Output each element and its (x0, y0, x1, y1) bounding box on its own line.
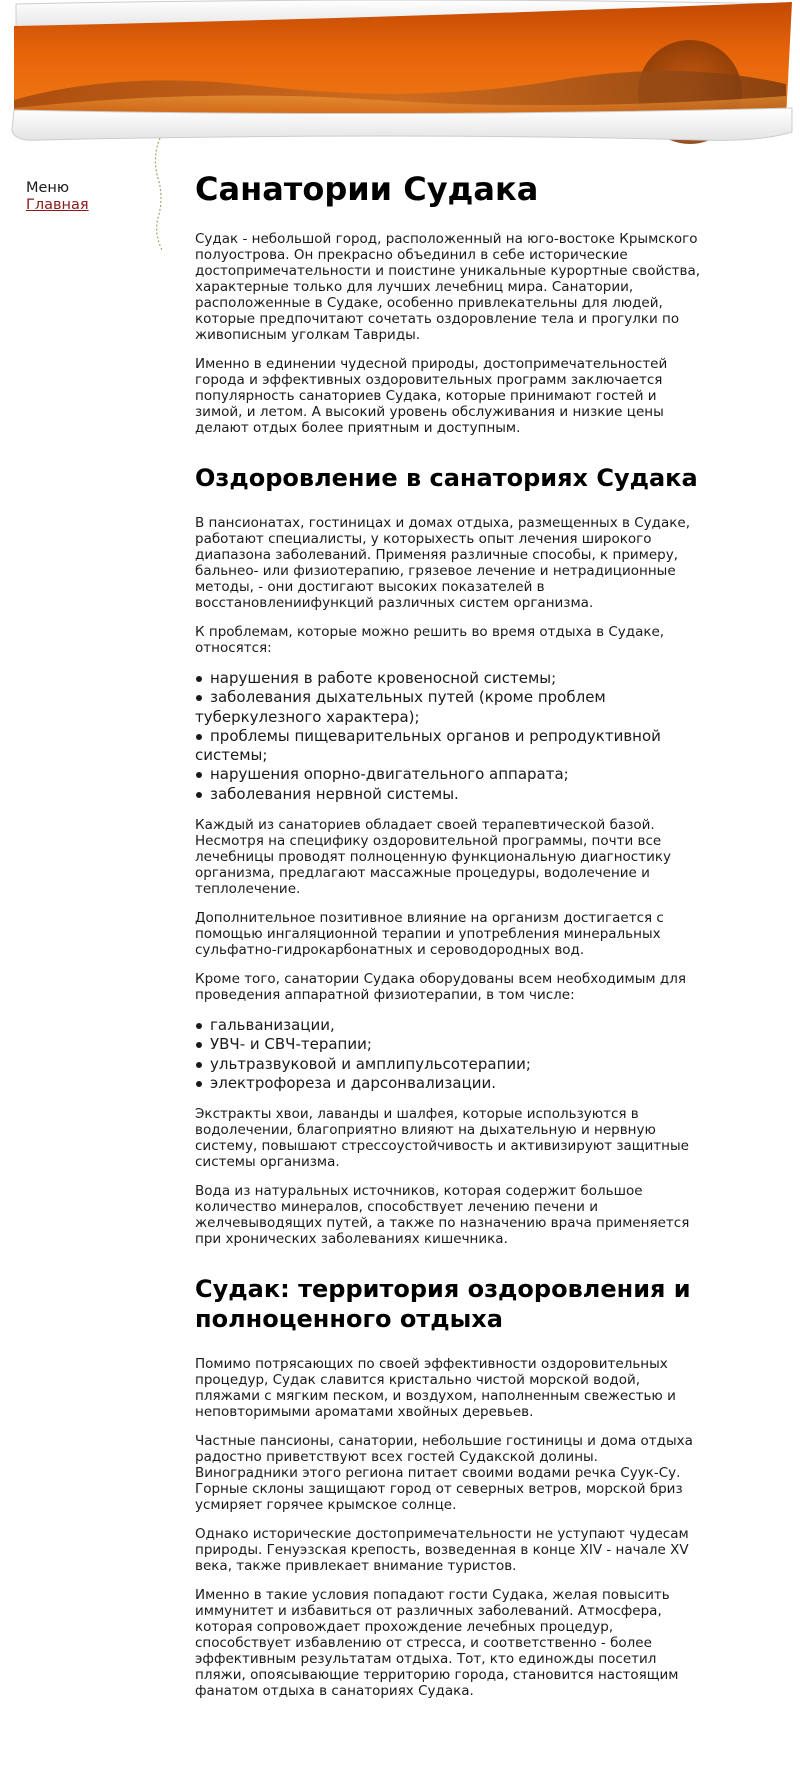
paragraph: Кроме того, санатории Судака оборудованы всем необходимым для проведения аппаратной физиотерапии, в том числе: (195, 971, 686, 1004)
paragraph: Именно в такие условия попадают гости Судака, желая повысить иммунитет и избавиться от различных заболеваний. Атмосфера, которая сопровождает прохождение лечебных процедур, способствует избавлению от стресса, и соответственно - более эффективным результатам отдыха. Тот, кто единожды посетил пляжи, опоясывающие территорию города, становится настоящим фанатом отдыха в санаториях Судака. (195, 1587, 679, 1700)
intro-paragraph-1: Судак - небольшой город, расположенный на юго-востоке Крымского полуострова. Он прекрасно объединил в себе исторические достопримечательности и поистине уникальные курортные свойства, характерные только для лучших лечебниц мира. Санатории, расположенные в Судаке, особенно привлекательны для людей, которые предпочитают сочетать оздоровление тела и прогулки по живописным уголкам Тавриды. (195, 231, 701, 343)
section-heading-territory: Судак: территория оздоровления и полноценного отдыха (195, 1275, 691, 1334)
list-item: нарушения опорно-двигательного аппарата; (195, 765, 705, 784)
list-item: нарушения в работе кровеносной системы; (195, 669, 705, 688)
header-banner (0, 0, 800, 150)
paragraph: Частные пансионы, санатории, небольшие гостиницы и дома отдыха радостно приветствуют всех гостей Судакской долины. Виноградники этого региона питает своими водами речка Суук-Су. Горные склоны защищают город от северных ветров, морской бриз усмиряет горячее крымское солнце. (195, 1433, 693, 1514)
paragraph: Каждый из санаториев обладает своей терапевтической базой. Несмотря на специфику оздоровительной программы, почти все лечебницы проводят полноценную функциональную диагностику организма, предлагают массажные процедуры, водолечение и теплолечение. (195, 817, 672, 898)
list-item: ультразвуковой и амплипульсотерапии; (195, 1055, 705, 1074)
section-heading-healing: Оздоровление в санаториях Судака (195, 464, 698, 492)
menu-title: Меню (26, 180, 70, 196)
list-item: электрофореза и дарсонвализации. (195, 1074, 705, 1093)
paragraph: Экстракты хвои, лаванды и шалфея, которые используются в водолечении, благоприятно влияют на дыхательную и нервную систему, повышают стрессоустойчивость и активизируют защитные системы организма. (195, 1106, 689, 1171)
physiotherapy-list (195, 1016, 705, 1093)
sidebar-menu (26, 180, 156, 214)
paragraph: Вода из натуральных источников, которая содержит большое количество минералов, способствует лечению печени и желчевыводящих путей, а также по назначению врача применяется при хронических заболеваниях кишечника. (195, 1183, 690, 1248)
paragraph: К проблемам, которые можно решить во время отдыха в Судаке, относятся: (195, 624, 665, 656)
list-item: УВЧ- и СВЧ-терапии; (195, 1035, 705, 1054)
conditions-list (195, 669, 705, 804)
intro-paragraph-2: Именно в единении чудесной природы, достопримечательностей города и эффективных оздоровительных программ заключается популярность санаториев Судака, которые принимают гостей и зимой, и летом. А высокий уровень обслуживания и низкие цены делают отдых более приятным и доступным. (195, 356, 668, 436)
paragraph: В пансионатах, гостиницах и домах отдыха, размещенных в Судаке, работают специалисты, у которыхесть опыт лечения широкого диапазона заболеваний. Применяя различные способы, к примеру, бальнео- или физиотерапию, грязевое лечение и нетрадиционные методы, - они достигают высоких показателей в восстановлениифункций различных систем организма. (195, 515, 690, 611)
main-content (195, 158, 705, 1712)
paragraph: Помимо потрясающих по своей эффективности оздоровительных процедур, Судак славится кристально чистой морской водой, пляжами с мягким песком, и воздухом, наполненным свежестью и неповторимыми ароматами хвойных деревьев. (195, 1356, 676, 1421)
paragraph: Однако исторические достопримечательности не уступают чудесам природы. Генуэзская крепость, возведенная в конце XIV - начале XV века, также привлекает внимание туристов. (195, 1526, 689, 1575)
page-title: Санатории Судака (195, 170, 539, 208)
paragraph: Дополнительное позитивное влияние на организм достигается с помощью ингаляционной терапии и употребления минеральных сульфатно-гидрокарбонатных и сероводородных вод. (195, 910, 664, 959)
banner-artwork (0, 0, 800, 150)
sidebar-item-home[interactable]: Главная (26, 197, 89, 213)
list-item: заболевания нервной системы. (195, 785, 705, 804)
list-item: заболевания дыхательных путей (кроме проблем туберкулезного характера); (195, 688, 705, 727)
list-item: гальванизации, (195, 1016, 705, 1035)
list-item: проблемы пищеварительных органов и репродуктивной системы; (195, 727, 705, 766)
